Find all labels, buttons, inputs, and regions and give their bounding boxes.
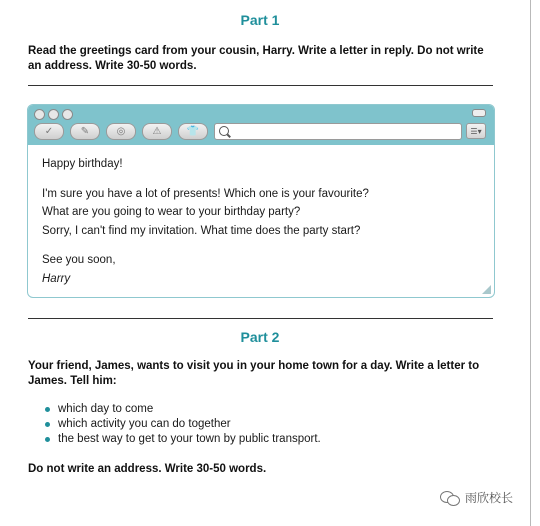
part1-title: Part 1 — [240, 12, 280, 28]
divider — [28, 318, 493, 319]
toolbar-buttons — [34, 123, 208, 140]
menu-dropdown-icon[interactable]: ☰▾ — [466, 123, 486, 139]
email-body-line: Sorry, I can't find my invitation. What time does the party start? — [42, 224, 361, 237]
divider — [28, 85, 493, 86]
minimize-window-icon[interactable] — [48, 109, 59, 120]
email-body-line: What are you going to wear to your birthday party? — [42, 206, 301, 218]
watermark — [440, 489, 513, 506]
close-window-icon[interactable] — [34, 109, 45, 120]
page-edge — [530, 0, 531, 526]
part1-instruction-line1: Read the greetings card from your cousin, Harry. Write a letter in reply. Do not write — [28, 45, 484, 57]
toolbar-toggle-button[interactable] — [472, 109, 486, 117]
part1-instruction-line2: an address. Write 30-50 words. — [28, 60, 197, 72]
list-item: the best way to get to your town by public transport. — [58, 433, 321, 445]
wechat-icon — [440, 490, 460, 506]
email-greeting: Happy birthday! — [42, 158, 123, 170]
email-window — [27, 104, 495, 298]
resize-handle-icon[interactable] — [482, 285, 491, 294]
part2-title: Part 2 — [240, 329, 280, 345]
window-controls — [34, 109, 73, 120]
email-closing: See you soon, — [42, 254, 116, 266]
pencil-icon[interactable]: ✎ — [70, 123, 100, 140]
alert-icon[interactable]: ⚠ — [142, 123, 172, 140]
part2-instructions — [28, 359, 498, 389]
email-body-line: I'm sure you have a lot of presents! Which one is your favourite? — [42, 187, 369, 200]
email-message — [42, 155, 369, 288]
list-item: which activity you can do together — [58, 417, 321, 432]
search-input[interactable] — [214, 123, 462, 140]
part2-footer: Do not write an address. Write 30-50 words. — [28, 463, 267, 475]
part2-instruction-line2: James. Tell him: — [28, 375, 117, 387]
part2-instruction-line1: Your friend, James, wants to visit you in your home town for a day. Write a letter to — [28, 360, 480, 372]
part1-instructions — [28, 44, 498, 74]
maximize-window-icon[interactable] — [62, 109, 73, 120]
search-icon — [219, 126, 229, 136]
attach-icon[interactable]: ◎ — [106, 123, 136, 140]
email-toolbar — [28, 105, 494, 145]
email-signature: Harry — [42, 272, 71, 285]
part2-bullet-list — [58, 402, 321, 447]
list-item: which day to come — [58, 402, 321, 417]
shirt-icon[interactable]: 👕 — [178, 123, 208, 140]
watermark-text: 雨欣校长 — [465, 491, 514, 505]
check-icon[interactable]: ✓ — [34, 123, 64, 140]
